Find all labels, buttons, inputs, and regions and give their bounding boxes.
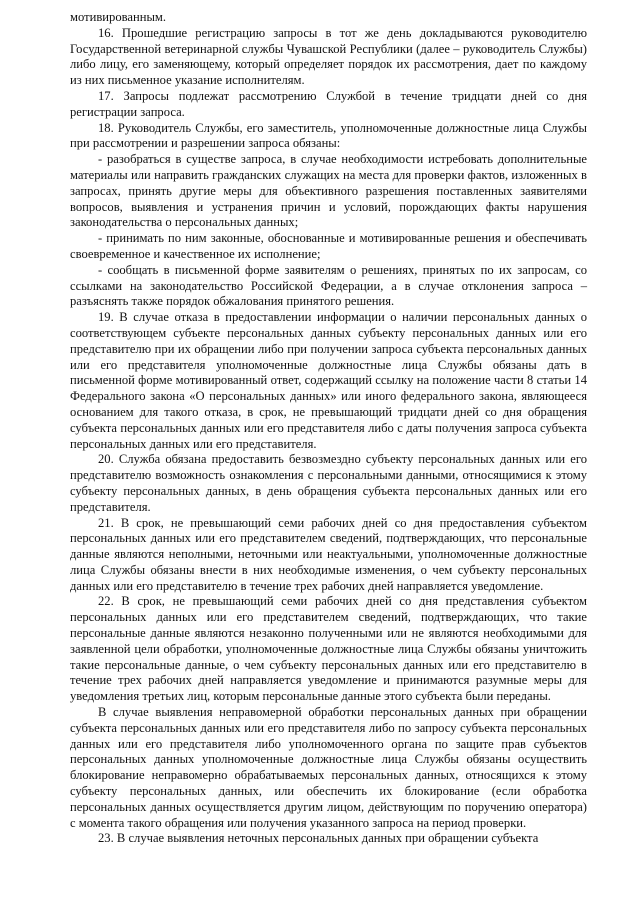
list-item-decide: - принимать по ним законные, обоснованные и мотивированные решения и обеспечивать своевременное и качественное их исполнение; xyxy=(70,231,587,261)
paragraph-18: 18. Руководитель Службы, его заместитель, уполномоченные должностные лица Службы при рассмотрении и разрешении запроса обязаны: xyxy=(70,120,587,151)
paragraph-20: 20. Служба обязана предоставить безвозмездно субъекту персональных данных или его представителю возможность ознакомления с персональными данными, относящимися к этому субъекту персональных данных, в день обращения субъекта персональных данных или его представителя. xyxy=(70,452,587,514)
paragraph-22-unlawful-processing: В случае выявления неправомерной обработки персональных данных при обращении субъекта персональных данных или его представителя либо по запросу субъекта персональных данных или его представителя либо уполномоченного органа по защите прав субъектов персональных данных уполномоченные должностные лица Службы обязаны осуществить блокирование неправомерно обрабатываемых персональных данных, относящихся к этому субъекту персональных данных, или обеспечить их блокирование (если обработка персональных данных осуществляется другим лицом, действующим по поручению оператора) с момента такого обращения или получения указанного запроса на период проверки. xyxy=(70,705,587,830)
paragraph-continuation: мотивированным. xyxy=(70,10,167,24)
paragraph-17: 17. Запросы подлежат рассмотрению Службой в течение тридцати дней со дня регистрации запроса. xyxy=(70,88,587,119)
paragraph-21: 21. В срок, не превышающий семи рабочих дней со дня предоставления субъектом персональных данных или его представителем сведений, подтверждающих, что персональные данные являются неполными, неточными или неактуальными, уполномоченные должностные лица Службы обязаны внести в них необходимые изменения, о чем субъекту персональных данных или его представителю в течение трех рабочих дней направляется уведомление. xyxy=(70,515,587,593)
paragraph-16: 16. Прошедшие регистрацию запросы в тот же день докладываются руководителю Государственной ветеринарной службы Чувашской Республики (далее – руководитель Службы) либо лицу, его заменяющему, который определяет порядок их рассмотрения, дает по каждому из них письменное указание исполнителям. xyxy=(70,25,587,88)
paragraph-23: 23. В случае выявления неточных персональных данных при обращении субъекта xyxy=(98,831,539,846)
document-body xyxy=(70,10,587,847)
paragraph-22: 22. В срок, не превышающий семи рабочих дней со дня представления субъектом персональных данных или его представителем сведений, подтверждающих, что такие персональные данные являются незаконно полученными или не являются необходимыми для заявленной цели обработки, уполномоченные должностные лица Службы обязаны уничтожить такие персональные данные, о чем субъекту персональных данных или его представителю в течение трех рабочих дней направляется уведомление и принимаются разумные меры для уведомления третьих лиц, которым персональные данные этого субъекта были переданы. xyxy=(70,594,587,704)
list-item-investigate: - разобраться в существе запроса, в случае необходимости истребовать дополнительные материалы или направить гражданских служащих на места для проверки фактов, изложенных в запросах, принять другие меры для объективного разрешения поставленных заявителями вопросов, выявления и устранения причин и условий, порождающих факты нарушения законодательства о персональных данных; xyxy=(70,152,587,230)
paragraph-19: 19. В случае отказа в предоставлении информации о наличии персональных данных о соответствующем субъекте персональных данных субъекту персональных данных или его представителю при их обращении либо при получении запроса субъекта персональных данных или его представителя уполномоченные должностные лица Службы обязаны дать в письменной форме мотивированный ответ, содержащий ссылку на положение части 8 статьи 14 Федерального закона «О персональных данных» или иного федерального закона, являющееся основанием для такого отказа, в срок, не превышающий тридцати дней со дня обращения субъекта персональных данных или его представителя либо с даты получения запроса субъекта персональных данных или его представителя. xyxy=(70,310,587,451)
list-item-notify: - сообщать в письменной форме заявителям о решениях, принятых по их запросам, со ссылками на законодательство Российской Федерации, а в случае отклонения запроса – разъяснять также порядок обжалования принятого решения. xyxy=(70,262,587,309)
